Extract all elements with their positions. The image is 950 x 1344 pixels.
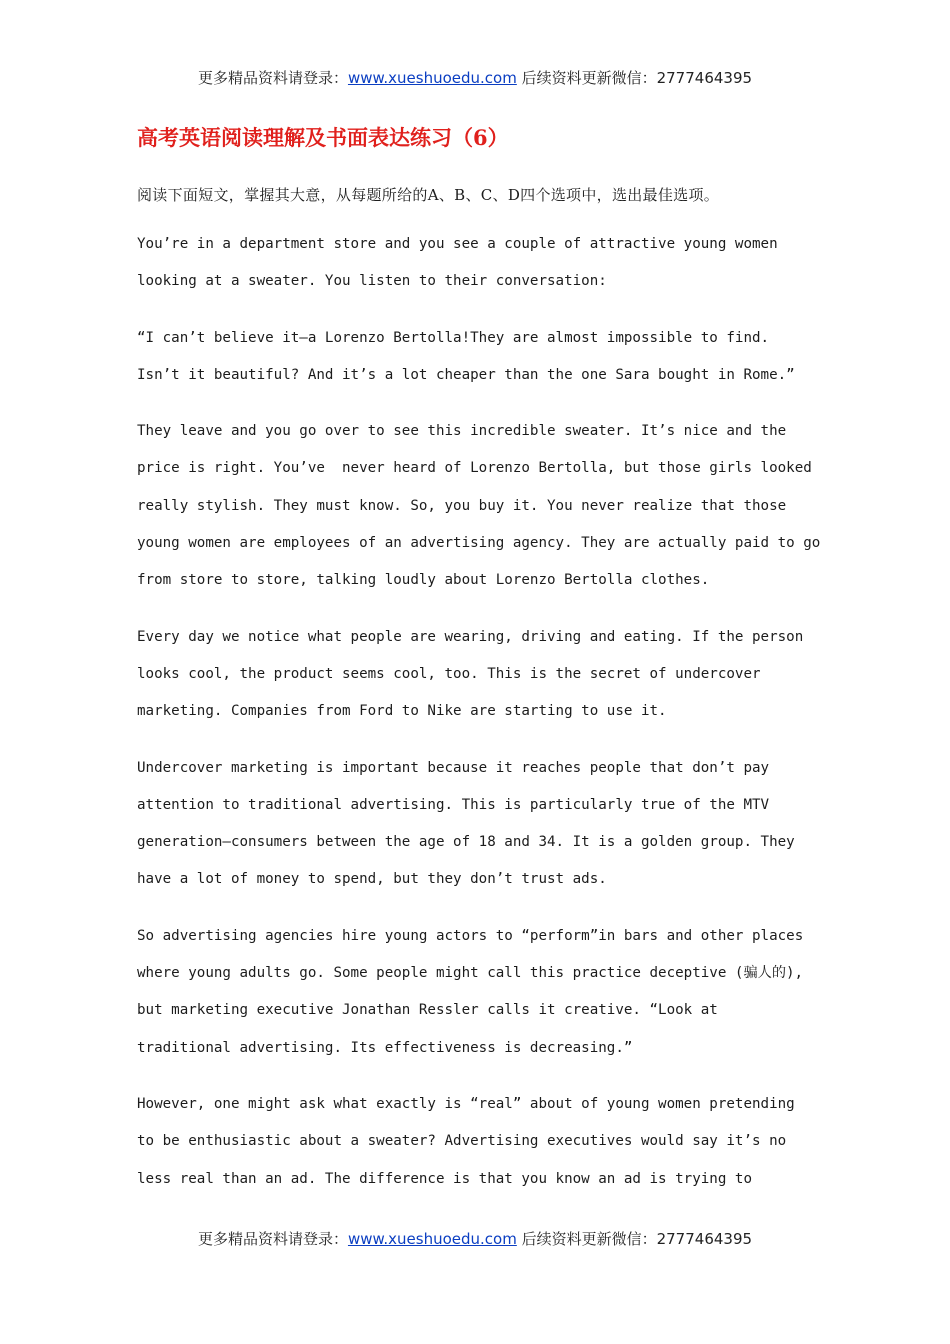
- footer-prefix: 更多精品资料请登录：: [197, 1230, 348, 1248]
- text-line: looks cool, the product seems cool, too. This is the secret of undercover: [137, 665, 761, 682]
- text-line: but marketing executive Jonathan Ressler calls it creative. “Look at: [137, 1002, 718, 1019]
- footer-suffix: 后续资料更新微信：2777464395: [516, 1230, 753, 1248]
- text-line: really stylish. They must know. So, you buy it. You never realize that those: [137, 497, 787, 514]
- page-header: [0, 67, 950, 88]
- text-line: traditional advertising. Its effectiveness is decreasing.”: [137, 1039, 633, 1056]
- text-line: to be enthusiastic about a sweater? Advertising executives would say it’s no: [137, 1133, 787, 1150]
- header-prefix: 更多精品资料请登录：: [197, 69, 348, 87]
- text-line: less real than an ad. The difference is that you know an ad is trying to: [137, 1170, 752, 1187]
- header-website-link[interactable]: www.xueshuoedu.com: [347, 69, 517, 87]
- text-line: price is right. You’ve never heard of Lorenzo Bertolla, but those girls looked: [137, 460, 812, 477]
- instructions: 阅读下面短文，掌握其大意，从每题所给的A、B、C、D四个选项中，选出最佳选项。: [137, 186, 720, 204]
- footer-website-link[interactable]: www.xueshuoedu.com: [347, 1230, 517, 1248]
- page-footer: [0, 1228, 950, 1249]
- text-line: They leave and you go over to see this incredible sweater. It’s nice and the: [137, 423, 787, 440]
- passage-paragraph: [137, 918, 827, 1067]
- text-line: from store to store, talking loudly about Lorenzo Bertolla clothes.: [137, 572, 710, 589]
- text-line: marketing. Companies from Ford to Nike are starting to use it.: [137, 703, 667, 720]
- text-line: Undercover marketing is important because it reaches people that don’t pay: [137, 759, 770, 776]
- passage-paragraph: [137, 750, 827, 899]
- document-body: [137, 182, 827, 1217]
- text-line: However, one might ask what exactly is “real” about of young women pretending: [137, 1095, 795, 1112]
- passage-paragraph: [137, 619, 827, 731]
- text-line: Every day we notice what people are wearing, driving and eating. If the person: [137, 628, 804, 645]
- passage-paragraph: [137, 413, 827, 599]
- passage: [137, 226, 827, 1198]
- text-line: have a lot of money to spend, but they don’t trust ads.: [137, 871, 607, 888]
- header-suffix: 后续资料更新微信：2777464395: [516, 69, 753, 87]
- text-line: generation—consumers between the age of 18 and 34. It is a golden group. They: [137, 834, 795, 851]
- passage-paragraph: [137, 320, 827, 395]
- text-line: young women are employees of an advertising agency. They are actually paid to go: [137, 535, 821, 552]
- passage-paragraph: [137, 1086, 827, 1198]
- text-line: Isn’t it beautiful? And it’s a lot cheaper than the one Sara bought in Rome.”: [137, 366, 795, 383]
- text-line: looking at a sweater. You listen to their conversation:: [137, 273, 607, 290]
- text-line: where young adults go. Some people might call this practice deceptive (骗人的),: [137, 965, 804, 982]
- text-line: So advertising agencies hire young actors to “perform”in bars and other places: [137, 927, 804, 944]
- text-line: You’re in a department store and you see a couple of attractive young women: [137, 236, 778, 252]
- passage-paragraph: [137, 226, 827, 301]
- text-line: “I can’t believe it—a Lorenzo Bertolla!They are almost impossible to find.: [137, 329, 770, 346]
- text-line: attention to traditional advertising. This is particularly true of the MTV: [137, 796, 770, 813]
- document-title: 高考英语阅读理解及书面表达练习（6）: [137, 125, 509, 150]
